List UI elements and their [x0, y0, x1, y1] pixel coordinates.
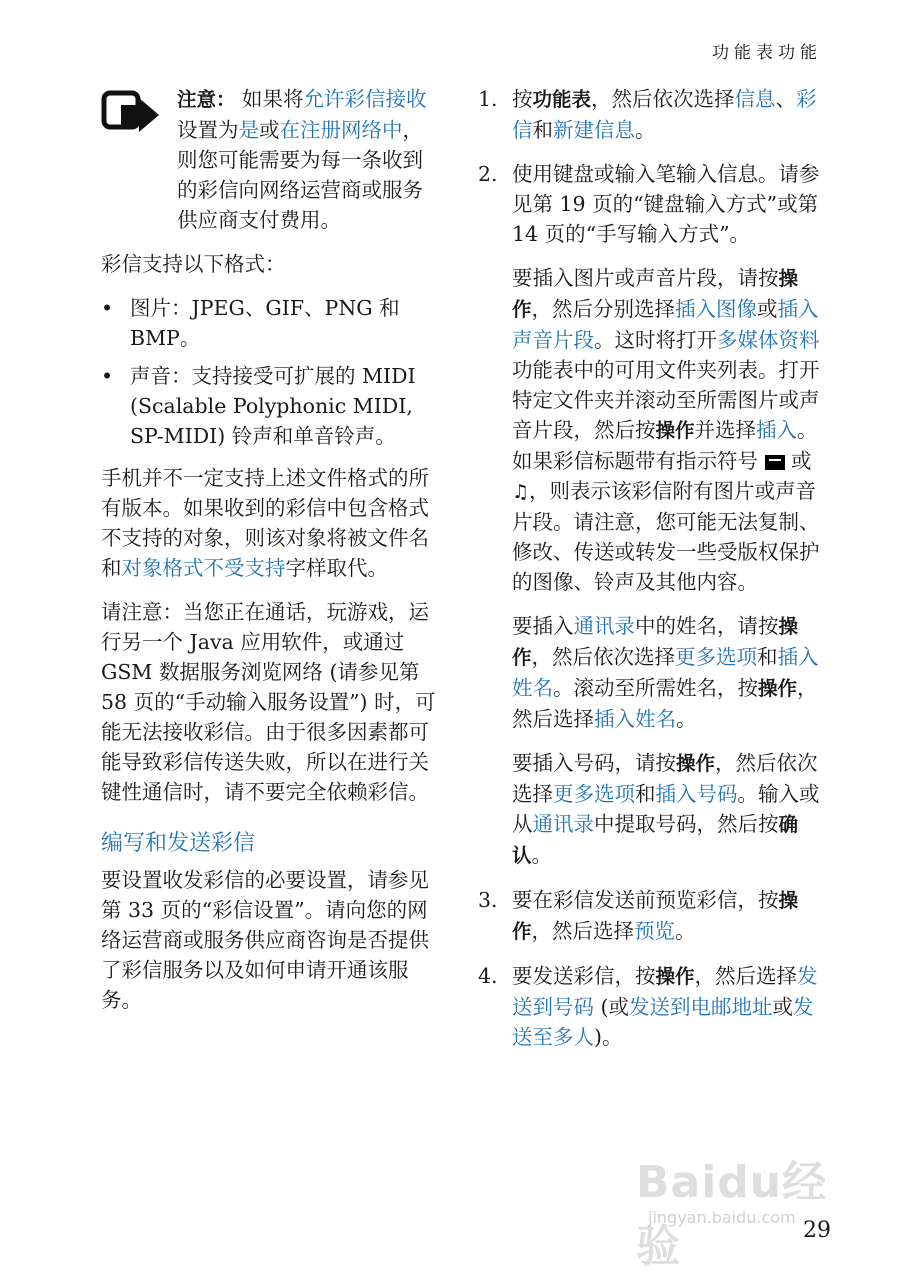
menu-link-gallery: 多媒体资料	[717, 328, 820, 352]
menu-link-contacts: 通讯录	[532, 812, 594, 836]
formats-intro: 彩信支持以下格式：	[101, 252, 286, 276]
menu-link-insert-number: 插入号码	[655, 782, 738, 806]
music-note-icon: ♫	[512, 481, 530, 503]
text-part: )。	[594, 1025, 623, 1049]
text-part: 或	[757, 297, 778, 321]
note-text-part: 设置为	[177, 118, 239, 142]
menu-link-more-options: 更多选项	[675, 645, 758, 669]
compat-paragraph	[101, 463, 443, 583]
text-part: 并选择	[694, 418, 757, 442]
menu-link-insert: 插入	[756, 418, 798, 442]
list-item	[101, 293, 443, 353]
menu-link-send-to-many: 发送至多人	[512, 995, 814, 1049]
text-part: 中的姓名，请按	[635, 614, 779, 638]
menu-link-mms: 彩信	[512, 87, 817, 142]
list-item	[101, 361, 443, 451]
text-part: 功能表中的可用文件夹列表。打开特定文件夹并滚动至所需图片或声音片段，然后按	[512, 358, 820, 442]
section-heading: 编写和发送彩信	[101, 831, 256, 856]
menu-link-allow-mms: 允许彩信接收	[303, 87, 427, 111]
text-part: 。	[675, 919, 696, 943]
step-text: 使用键盘或输入笔输入信息。请参见第 19 页的“键盘输入方式”或第 14 页的“手写输入方式”。	[512, 162, 820, 246]
text-part: ，然后选择	[694, 964, 798, 988]
caution-paragraph: 请注意：当您正在通话，玩游戏，运行另一个 Java 应用软件，或通过 GSM 数据服务浏览网络 (请参见第 58 页的“手动输入服务设置”) 时，可能无法接收彩信。由于很多因素都可能导致彩信传送失败，所以在进行关键性通信时，请不要完全依赖彩信。	[101, 600, 436, 804]
text-part: 字样取代。	[285, 556, 388, 580]
watermark-url: jingyan.baidu.com	[648, 1208, 796, 1227]
step-number: 3.	[478, 888, 498, 912]
key-ok: 确认	[512, 813, 799, 867]
steps-list	[478, 84, 828, 1052]
step-number: 4.	[478, 964, 498, 988]
text-part: 要插入号码，请按	[512, 751, 676, 775]
menu-link-messages: 信息	[734, 87, 776, 111]
menu-link-unsupported-object: 对象格式不受支持	[121, 556, 286, 580]
text-part: ，然后依次选择	[531, 645, 676, 669]
step-text	[512, 885, 828, 947]
note-text	[177, 84, 443, 235]
text-part: (或	[594, 995, 630, 1019]
menu-link-send-to-number: 发送到号码	[512, 964, 818, 1019]
step-3	[478, 885, 828, 947]
page-number: 29	[803, 1218, 831, 1243]
step-sub-paragraph	[512, 611, 828, 734]
bullet: •	[101, 296, 114, 320]
step-sub-paragraph	[512, 748, 828, 871]
text-part: 。滚动至所需姓名，按	[553, 676, 758, 700]
list-item-text: 图片：JPEG、GIF、PNG 和 BMP。	[130, 296, 400, 350]
key-options: 操作	[512, 615, 799, 669]
bullet: •	[101, 364, 114, 388]
key-menu: 功能表	[532, 88, 592, 111]
text-part: 。	[676, 707, 697, 731]
text-part: 或	[784, 449, 812, 473]
note-label: 注意：	[177, 88, 236, 111]
text-part: 和	[757, 645, 778, 669]
image-indicator-icon	[765, 455, 785, 470]
note-text-part: 或	[259, 118, 280, 142]
text-part: 按	[512, 87, 533, 111]
menu-link-yes: 是	[238, 118, 259, 142]
text-part: ，然后分别选择	[531, 297, 676, 321]
text-part: 要发送彩信，按	[512, 964, 656, 988]
step-text	[512, 961, 828, 1052]
menu-link-preview: 预览	[634, 919, 676, 943]
text-part: 和	[532, 118, 553, 142]
text-part: 或	[772, 995, 794, 1019]
text-part: 手机并不一定支持上述文件格式的所有版本。如果收到的彩信中包含格式不支持的对象，则该对象将被文件名和	[101, 466, 429, 580]
step-4	[478, 961, 828, 1052]
text-part: 。	[531, 843, 553, 867]
text-part: 中提取号码，然后按	[594, 812, 779, 836]
step-1	[478, 84, 828, 145]
text-part: 。	[635, 118, 656, 142]
text-part: ，则表示该彩信附有图片或声音片段。请注意，您可能无法复制、修改、传送或转发一些受版权保护的图像、铃声及其他内容。	[512, 479, 820, 594]
step-number: 1.	[478, 87, 498, 111]
text-part: 要插入	[512, 614, 574, 638]
step-2	[478, 159, 828, 871]
text-part: ，然后依次选择	[591, 87, 735, 111]
right-column	[478, 84, 828, 1066]
key-options: 操作	[655, 965, 695, 988]
note-block	[101, 84, 443, 235]
menu-link-send-to-email: 发送到电邮地址	[629, 995, 773, 1019]
menu-link-insert-image: 插入图像	[675, 297, 758, 321]
text-part: ，然后依次选择	[512, 751, 818, 806]
step-sub-paragraph	[512, 263, 828, 597]
text-part: ，然后选择	[531, 919, 635, 943]
step-number: 2.	[478, 162, 498, 186]
compose-intro: 要设置收发彩信的必要设置，请参见第 33 页的“彩信设置”。请向您的网络运营商或服务供应商咨询是否提供了彩信服务以及如何申请开通该服务。	[101, 868, 429, 1012]
menu-link-more-options: 更多选项	[553, 782, 635, 806]
text-part: 和	[635, 782, 656, 806]
key-options: 操作	[758, 677, 798, 700]
list-item-text: 声音：支持接受可扩展的 MIDI (Scalable Polyphonic MIDI, SP-MIDI) 铃声和单音铃声。	[130, 364, 416, 448]
menu-link-insert-sound: 插入声音片段	[512, 297, 819, 352]
text-part: 。这时将打开	[594, 328, 717, 352]
text-part: 、	[775, 87, 797, 111]
menu-link-insert-name: 插入姓名	[512, 645, 819, 700]
menu-link-in-home-network: 在注册网络中	[279, 118, 403, 142]
note-text-part: ，则您可能需要为每一条收到的彩信向网络运营商或服务供应商支付费用。	[177, 118, 423, 232]
left-column	[101, 84, 443, 1029]
text-part: ，然后选择	[512, 676, 818, 731]
note-icon	[101, 90, 161, 134]
key-options: 操作	[676, 752, 716, 775]
text-part: 。输入或从	[512, 782, 820, 836]
menu-link-insert-name: 插入姓名	[594, 707, 676, 731]
menu-link-contacts: 通讯录	[573, 614, 635, 638]
watermark-brand: Baidu经验	[636, 1157, 828, 1272]
menu-link-create-message: 新建信息	[553, 118, 635, 142]
key-options: 操作	[512, 267, 799, 321]
text-part: 要插入图片或声音片段，请按	[512, 266, 779, 290]
text-part: 要在彩信发送前预览彩信，按	[512, 888, 779, 912]
step-text	[512, 84, 828, 145]
key-options: 操作	[655, 419, 695, 442]
key-options: 操作	[512, 889, 799, 943]
note-text-part: 如果将	[235, 87, 304, 111]
text-part: 。如果彩信标题带有指示符号	[512, 418, 818, 473]
running-header: 功能表功能	[712, 43, 822, 63]
formats-list	[101, 293, 443, 451]
